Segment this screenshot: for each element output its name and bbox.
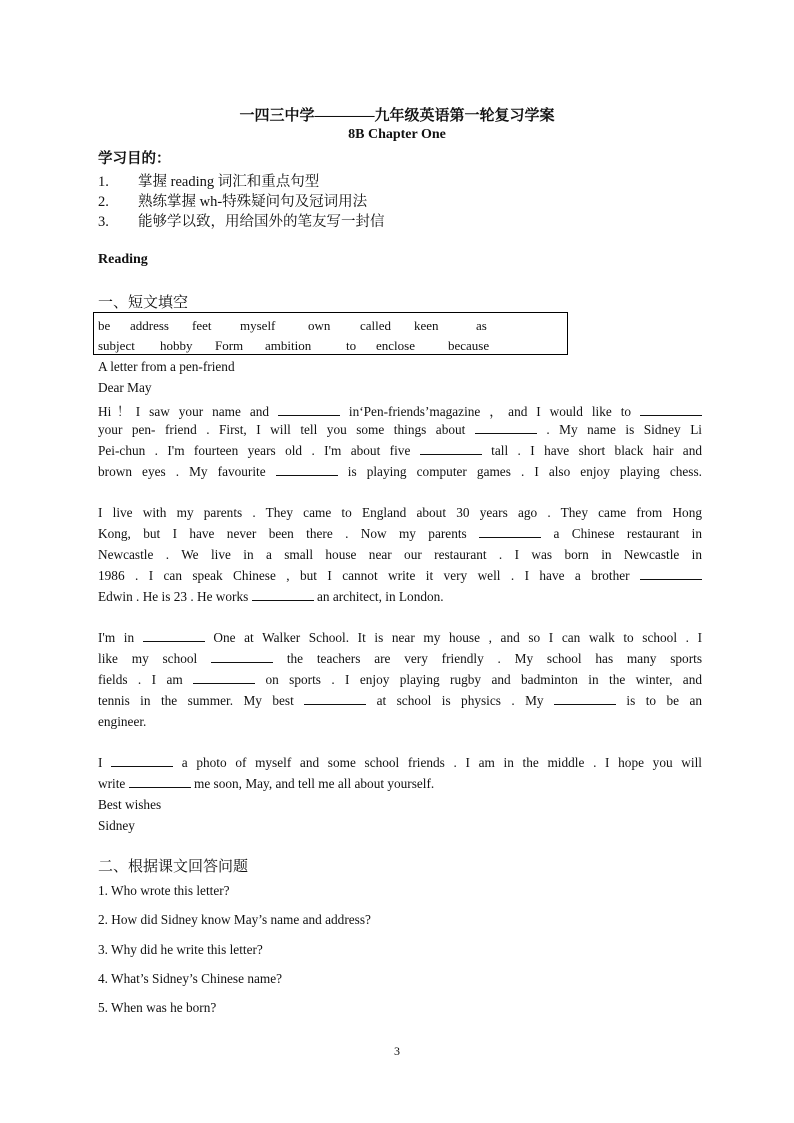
- answer-blank[interactable]: [111, 755, 173, 767]
- answer-blank[interactable]: [129, 776, 191, 788]
- answer-blank[interactable]: [193, 672, 255, 684]
- letter-line: I'm in One at Walker School. It is near my house , and so I can walk to school . I: [98, 630, 703, 645]
- letter-line: I live with my parents . They came to England about 30 years ago . They came from Hong: [98, 505, 702, 520]
- word-bank-word: keen: [414, 318, 439, 333]
- word-bank-word: called: [360, 318, 392, 333]
- answer-blank[interactable]: [420, 443, 482, 455]
- section2-heading: 二、根据课文回答问题: [98, 859, 249, 875]
- letter-line: Pei-chun . I'm fourteen years old . I'm about five tall . I have short black hair and: [98, 443, 703, 458]
- objective-item: 3. 能够学以致，用给国外的笔友写一封信: [98, 214, 385, 230]
- question-item: 3. Why did he write this letter?: [98, 942, 263, 957]
- answer-blank[interactable]: [276, 464, 338, 476]
- word-bank-word: to: [346, 338, 357, 353]
- letter-greeting: Dear May: [98, 380, 152, 395]
- answer-blank[interactable]: [252, 589, 314, 601]
- word-bank-word: subject: [98, 338, 135, 353]
- word-bank-word: feet: [192, 318, 212, 333]
- answer-blank[interactable]: [304, 693, 366, 705]
- word-bank-word: Form: [215, 338, 244, 353]
- letter-signature: Sidney: [98, 818, 135, 833]
- letter-line: Newcastle . We live in a small house near our restaurant . I was born in Newcastle in: [98, 547, 702, 562]
- answer-blank[interactable]: [554, 693, 616, 705]
- word-bank-word: be: [98, 318, 111, 333]
- question-item: 1. Who wrote this letter?: [98, 883, 230, 898]
- question-item: 2. How did Sidney know May’s name and address?: [98, 912, 371, 927]
- question-item: 5. When was he born?: [98, 1000, 217, 1015]
- word-bank-word: ambition: [265, 338, 312, 353]
- word-bank-word: address: [130, 318, 169, 333]
- chapter-subtitle: 8B Chapter One: [348, 127, 446, 142]
- letter-line: Edwin . He is 23 . He works an architect, in London.: [98, 589, 444, 604]
- question-item: 4. What’s Sidney’s Chinese name?: [98, 971, 283, 986]
- objectives-heading: 学习目的：: [98, 151, 171, 167]
- letter-line: write me soon, May, and tell me all about yourself.: [98, 776, 435, 791]
- page-number: 3: [394, 1044, 400, 1058]
- word-bank-word: because: [448, 338, 490, 353]
- word-bank-word: myself: [240, 318, 276, 333]
- objective-item: 1. 掌握 reading 词汇和重点句型: [98, 174, 320, 190]
- letter-line: Hi！I saw your name and in‘Pen-friends’magazine ，and I would like to: [98, 401, 702, 420]
- answer-blank[interactable]: [640, 568, 702, 580]
- word-bank-word: hobby: [160, 338, 193, 353]
- answer-blank[interactable]: [640, 404, 702, 416]
- word-bank-word: as: [476, 318, 487, 333]
- reading-heading: Reading: [98, 252, 148, 267]
- letter-line: tennis in the summer. My best at school is physics . My is to be an: [98, 693, 702, 708]
- word-bank-word: enclose: [376, 338, 415, 353]
- answer-blank[interactable]: [211, 651, 273, 663]
- answer-blank[interactable]: [475, 422, 537, 434]
- letter-line: I a photo of myself and some school friends . I am in the middle . I hope you will: [98, 755, 702, 770]
- page-title: 一四三中学————九年级英语第一轮复习学案: [239, 108, 555, 124]
- letter-line: Kong, but I have never been there . Now my parents a Chinese restaurant in: [98, 526, 703, 541]
- word-bank: [93, 312, 568, 355]
- letter-line: like my school the teachers are very friendly . My school has many sports: [98, 651, 703, 666]
- section1-heading: 一、短文填空: [98, 295, 189, 311]
- answer-blank[interactable]: [479, 526, 541, 538]
- answer-blank[interactable]: [143, 630, 205, 642]
- letter-closing: Best wishes: [98, 797, 162, 812]
- answer-blank[interactable]: [278, 404, 340, 416]
- letter-line: your pen- friend . First, I will tell you some things about . My name is Sidney Li: [98, 422, 703, 437]
- letter-line: engineer.: [98, 714, 147, 729]
- letter-line: fields . I am on sports . I enjoy playing rugby and badminton in the winter, and: [98, 672, 702, 687]
- objective-item: 2. 熟练掌握 wh-特殊疑问句及冠词用法: [98, 194, 368, 210]
- letter-line: brown eyes . My favourite is playing computer games . I also enjoy playing chess.: [98, 464, 702, 479]
- letter-line: 1986 . I can speak Chinese , but I cannot write it very well . I have a brother: [98, 568, 702, 584]
- letter-title: A letter from a pen-friend: [98, 359, 235, 374]
- word-bank-word: own: [308, 318, 331, 333]
